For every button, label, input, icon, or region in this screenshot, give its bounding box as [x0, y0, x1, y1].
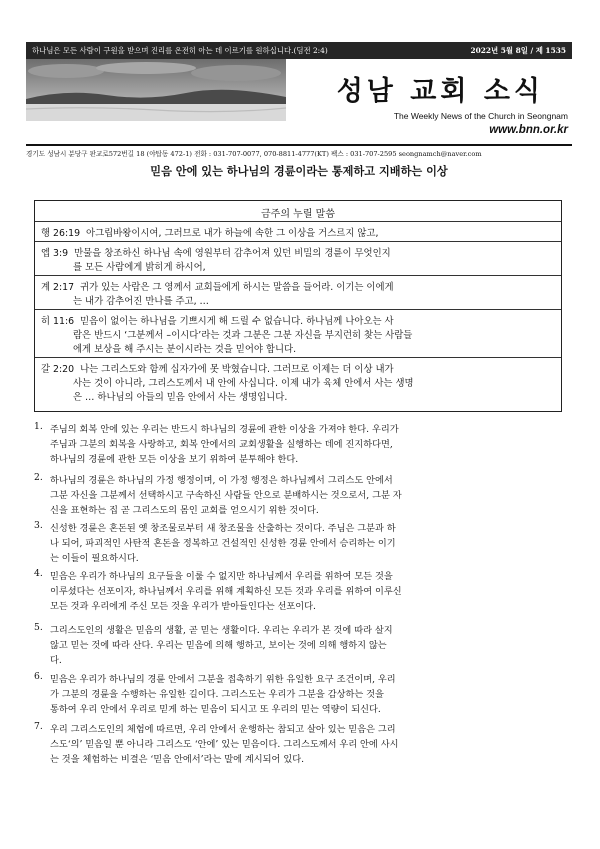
header-bar [26, 42, 572, 59]
weekly-verses-box [34, 200, 562, 412]
masthead [290, 59, 572, 143]
verse-line: 갈 2:20 나는 그리스도와 함께 십자가에 못 박혔습니다. 그러므로 이제는 더 이상 내가 [41, 364, 394, 375]
contact-address: 경기도 성남시 분당구 판교로572번길 18 (야탑동 472-1) 전화 : 031-707-0077, 070-8811-4777(KT) 팩스 : 031-707-2595 seongnamch@naver.com [26, 144, 572, 158]
verses-heading: 금주의 누릴 말씀 [261, 209, 335, 220]
divider [35, 241, 561, 242]
verse-line: 행 26:19 아그립바왕이시여, 그러므로 내가 하늘에 속한 그 이상을 거스르지 않고, [41, 228, 379, 239]
verse-line: 는 내가 감추어진 만나를 주고, … [73, 296, 209, 307]
divider [35, 275, 561, 276]
newsletter-title: 성남 교회 소식 [336, 76, 544, 107]
verse-line: 사는 것이 아니라, 그리스도께서 내 안에 사십니다. 이제 내가 육체 안에서 사는 생명 [73, 378, 414, 389]
divider [35, 221, 561, 222]
verse-line: 계 2:17 귀가 있는 사람은 그 영께서 교회들에게 하시는 말씀을 들어라. 이기는 이에게 [41, 282, 394, 293]
landscape-illustration [26, 59, 286, 121]
divider [35, 357, 561, 358]
verse-line: 은 … 하나님의 아들의 믿음 안에서 사는 생명입니다. [73, 392, 288, 403]
verse-line: 엡 3:9 만물을 창조하신 하나님 속에 영원부터 감추어져 있던 비밀의 경륜이 무엇인지 [41, 248, 391, 259]
header-verse: 하나님은 모든 사람이 구원을 받으며 진리를 온전히 아는 데 이르기를 원하십니다.(딤전 2:4) [32, 46, 328, 55]
verse-line: 람은 반드시 ‘그분께서 –이시다’라는 것과 그분은 그분 자신을 부지런히 찾는 사람들 [73, 330, 413, 341]
verse-line: 를 모든 사람에게 밝히게 하시어, [73, 262, 206, 273]
website-link[interactable]: www.bnn.or.kr [489, 124, 568, 136]
newsletter-subtitle: The Weekly News of the Church in Seongnam [393, 111, 568, 121]
verse-line: 에게 보상을 해 주시는 분이시라는 것을 믿어야 합니다. [73, 344, 297, 355]
issue-date: 2022년 5월 8일 / 제 1535 [470, 46, 566, 55]
headline: 믿음 안에 있는 하나님의 경륜이라는 통제하고 지배하는 이상 [150, 164, 448, 178]
verse-line: 히 11:6 믿음이 없이는 하나님을 기쁘시게 해 드릴 수 없습니다. 하나님께 나아오는 사 [41, 316, 394, 327]
divider [35, 309, 561, 310]
banner-landscape-image [26, 59, 286, 121]
